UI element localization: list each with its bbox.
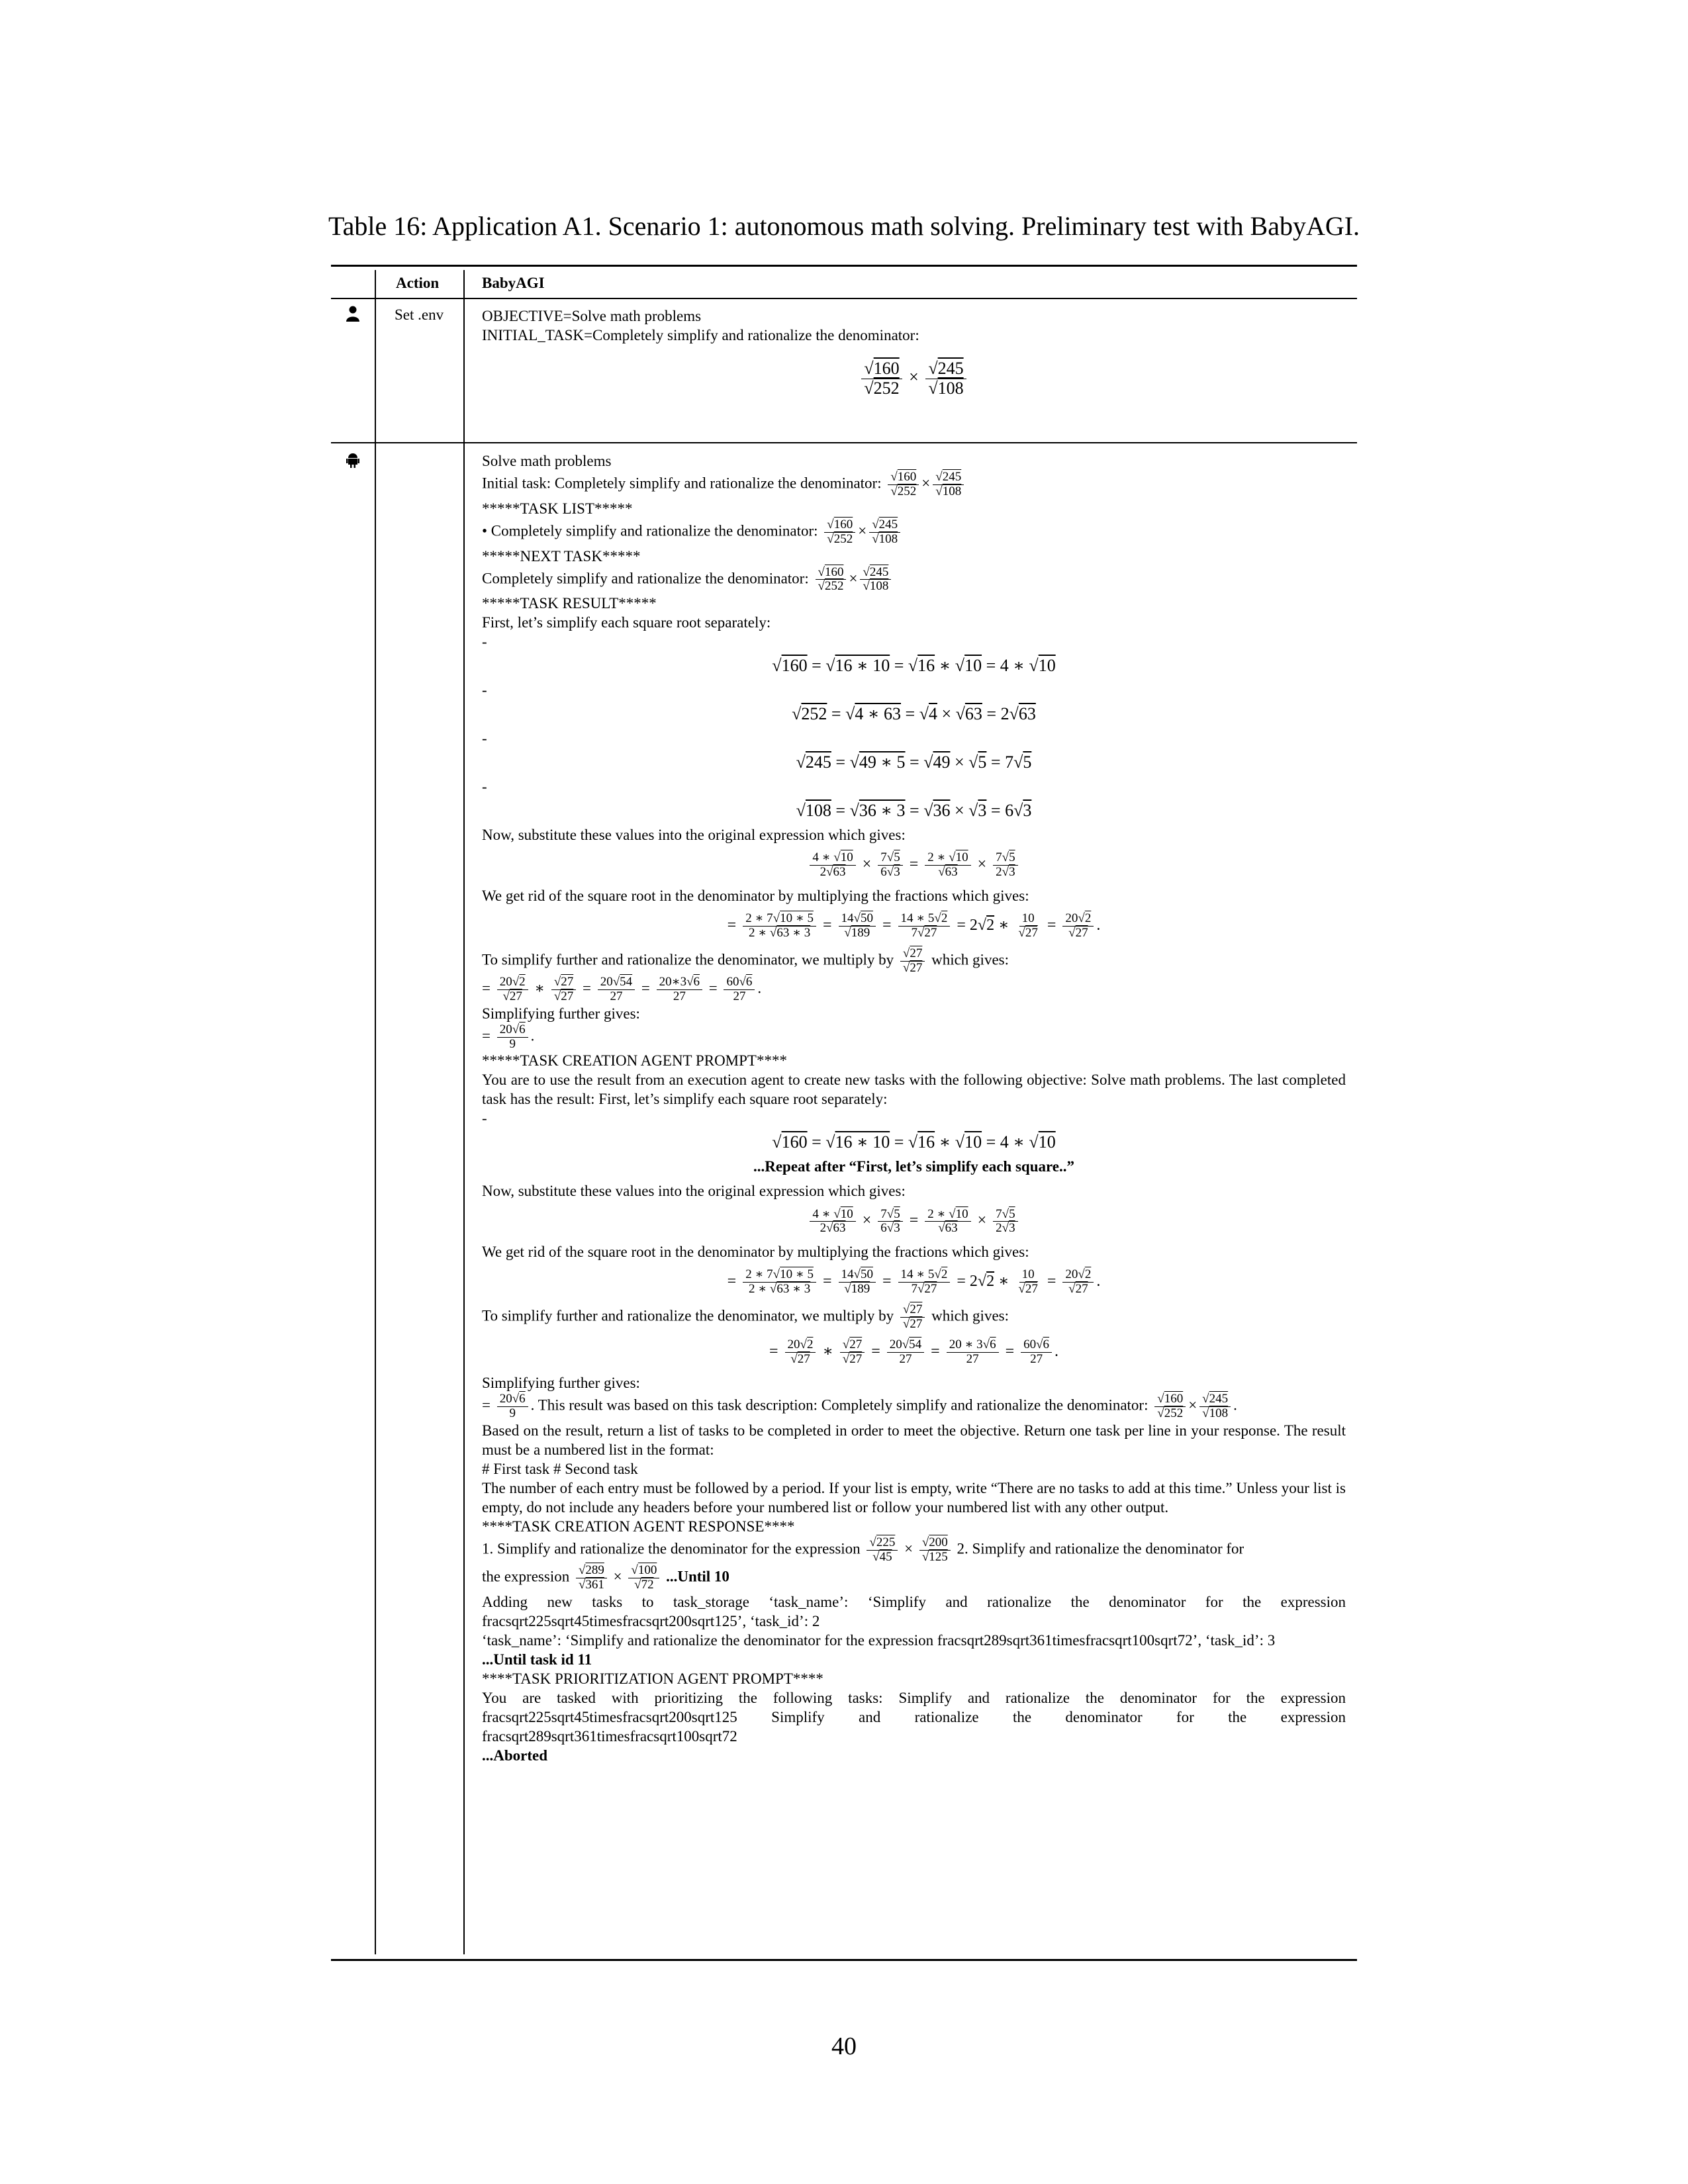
- table-caption: Table 16: Application A1. Scenario 1: autonomous math solving. Preliminary test with BabyAGI.: [328, 211, 1360, 241]
- eq-rationalize-inline: = $\frac{20√2}{√27}$ ∗ $\frac{√27}{√27}$ = $\frac{20√54}{27}$ = $\frac{20∗3√6}{27}$ = $\frac{60√6}{27}$ .: [482, 974, 762, 1003]
- android-robot-icon: [346, 452, 360, 473]
- line-task1: 1. Simplify and rationalize the denominator for the expression $\frac{√225}{√45}$ × $\frac{√200}{√125}$ 2. Simplify and rationalize the denominator for: [482, 1535, 1244, 1564]
- row2-content: [482, 451, 1346, 1765]
- line-number-entry: The number of each entry must be followed by a period. If your list is empty, write “There are no tasks to add at this time.” Unless your list is empty, do not include any headers before your numbered list or follow your numbered list with any other output.: [482, 1479, 1346, 1516]
- row1-action: Set .env: [395, 306, 444, 323]
- eq-sqrt252: √252 = √4 ∗ 63 = √4 × √63 = 2√63: [792, 704, 1036, 724]
- line-aborted: ...Aborted: [482, 1747, 548, 1764]
- row-separator-rule: [331, 442, 1357, 443]
- eq-sqrt160-repeat: √160 = √16 ∗ 10 = √16 ∗ √10 = 4 ∗ √10: [772, 1132, 1056, 1152]
- line-to-simplify: To simplify further and rationalize the denominator, we multiply by $\frac{√27}{√27}$ which gives:: [482, 946, 1009, 975]
- eq-multiply-2: = $\frac{2 ∗ 7√10 ∗ 5}{2 ∗ √63 ∗ 3}$ = $\frac{14√50}{√189}$ = $\frac{14 ∗ 5√2}{7√27}$ = 2√2 ∗ $\frac{10}{√27}$ = $\frac{20√2}{√27}$ .: [727, 1267, 1101, 1297]
- line-objective: Solve math problems: [482, 453, 612, 469]
- line-task-prioritization-prompt: ****TASK PRIORITIZATION AGENT PROMPT****: [482, 1670, 823, 1688]
- eq-rationalize-display: = $\frac{20√2}{√27}$ ∗ $\frac{√27}{√27}$ = $\frac{20√54}{27}$ = $\frac{20 ∗ 3√6}{27}$ = $\frac{60√6}{27}$ .: [769, 1338, 1059, 1366]
- line-simplifying-further-2: Simplifying further gives:: [482, 1374, 640, 1391]
- line-task-list: *****TASK LIST*****: [482, 500, 633, 517]
- line-until-11: ...Until task id 11: [482, 1651, 592, 1668]
- line-prioritizing: You are tasked with prioritizing the following tasks: Simplify and rationalize the denominator for the expression fracsqrt225sqrt45timesfracsqrt200sqrt125 Simplify and rationalize the denominator for the expression fracsqrt289sqrt361timesfracsqrt100sqrt72: [482, 1690, 1346, 1745]
- line-you-are: You are to use the result from an execution agent to create new tasks with the following objective: Solve math problems. The last completed task has the result: First, let’s simplify each square root separately:: [482, 1071, 1346, 1108]
- line-task-creation-response: ****TASK CREATION AGENT RESPONSE****: [482, 1518, 795, 1535]
- line-this-result: = $\frac{20√6}{9}$ . This result was based on this task description: Completely simplify and rationalize the denominator: $\frac{√160}{√252}$ × $\frac{√245}{√108}$ .: [482, 1391, 1237, 1420]
- dash: -: [482, 682, 487, 699]
- dash: -: [482, 633, 487, 651]
- row1-expression: $\frac{√160}{√252}$ × $\frac{√245}{√108}$: [482, 359, 1346, 398]
- column-divider-2: [463, 270, 465, 1954]
- line-to-simplify-2: To simplify further and rationalize the denominator, we multiply by $\frac{√27}{√27}$ which gives:: [482, 1302, 1009, 1332]
- eq-sqrt108: √108 = √36 ∗ 3 = √36 × √3 = 6√3: [796, 801, 1032, 821]
- table-top-rule: [331, 265, 1357, 267]
- page-number: 40: [831, 2032, 857, 2060]
- eq-sqrt245: √245 = √49 ∗ 5 = √49 × √5 = 7√5: [796, 752, 1032, 772]
- dash: -: [482, 778, 487, 796]
- row1-line-initial-task: INITIAL_TASK=Completely simplify and rationalize the denominator:: [482, 327, 919, 343]
- table-bottom-rule: [331, 1959, 1357, 1961]
- line-bullet-task: • Completely simplify and rationalize the denominator: $\frac{√160}{√252}$ × $\frac{√245}{√108}$: [482, 518, 1346, 547]
- row1-content: [482, 306, 1346, 404]
- header-action: Action: [396, 275, 440, 291]
- line-next-task-header: *****NEXT TASK*****: [482, 547, 641, 565]
- line-the-expression: the expression $\frac{√289}{√361}$ × $\frac{√100}{√72}$ ...Until 10: [482, 1563, 729, 1592]
- line-substitute-2: Now, substitute these values into the original expression which gives:: [482, 1183, 906, 1200]
- line-initial-task: Initial task: Completely simplify and rationalize the denominator: $\frac{√160}{√252}$ × $\frac{√245}{√108}$: [482, 471, 1346, 499]
- eq-substitute: $\frac{4 ∗ √10}{2√63}$ × $\frac{7√5}{6√3}$ = $\frac{2 ∗ √10}{√63}$ × $\frac{7√5}{2√3}$: [482, 851, 1346, 880]
- line-get-rid-2: We get rid of the square root in the denominator by multiplying the fractions which gives:: [482, 1244, 1029, 1261]
- line-repeat: ...Repeat after “First, let’s simplify each square..”: [753, 1158, 1075, 1175]
- line-substitute: Now, substitute these values into the original expression which gives:: [482, 827, 906, 844]
- line-adding: Adding new tasks to task_storage ‘task_name’: ‘Simplify and rationalize the denominator for the expression fracsqrt225sqrt45timesfracsqrt200sqrt125’, ‘task_id’: 2: [482, 1594, 1346, 1630]
- dash: -: [482, 730, 487, 747]
- column-divider-1: [375, 270, 376, 1954]
- row1-line-objective: OBJECTIVE=Solve math problems: [482, 308, 702, 324]
- line-simplifying-further: Simplifying further gives:: [482, 1005, 640, 1022]
- table-header-rule: [331, 298, 1357, 299]
- line-task-creation-prompt: *****TASK CREATION AGENT PROMPT****: [482, 1052, 787, 1069]
- line-first-simplify: First, let’s simplify each square root separately:: [482, 614, 771, 631]
- eq-final-inline: = $\frac{20√6}{9}$ .: [482, 1022, 535, 1051]
- line-task-result: *****TASK RESULT*****: [482, 595, 657, 612]
- line-task-name: ‘task_name’: ‘Simplify and rationalize the denominator for the expression fracsqrt289sqrt361timesfracsqrt100sqrt72’, ‘task_id’: 3: [482, 1632, 1276, 1649]
- line-get-rid: We get rid of the square root in the denominator by multiplying the fractions which gives:: [482, 887, 1029, 905]
- header-babyagi: BabyAGI: [482, 275, 545, 291]
- eq-sqrt160: √160 = √16 ∗ 10 = √16 ∗ √10 = 4 ∗ √10: [772, 656, 1056, 676]
- eq-multiply: = $\frac{2 ∗ 7√10 ∗ 5}{2 ∗ √63 ∗ 3}$ = $\frac{14√50}{√189}$ = $\frac{14 ∗ 5√2}{7√27}$ = 2√2 ∗ $\frac{10}{√27}$ = $\frac{20√2}{√27}$ .: [727, 911, 1101, 940]
- user-icon: [346, 306, 360, 327]
- dash: -: [482, 1110, 487, 1127]
- line-format: # First task # Second task: [482, 1460, 638, 1477]
- eq-substitute-2: $\frac{4 ∗ √10}{2√63}$ × $\frac{7√5}{6√3}$ = $\frac{2 ∗ √10}{√63}$ × $\frac{7√5}{2√3}$: [482, 1207, 1346, 1236]
- line-next-task: Completely simplify and rationalize the denominator: $\frac{√160}{√252}$ × $\frac{√245}{√108}$: [482, 566, 1346, 594]
- line-based-on: Based on the result, return a list of tasks to be completed in order to meet the objective. Return one task per line in your response. The result must be a numbered list in the format:: [482, 1422, 1346, 1458]
